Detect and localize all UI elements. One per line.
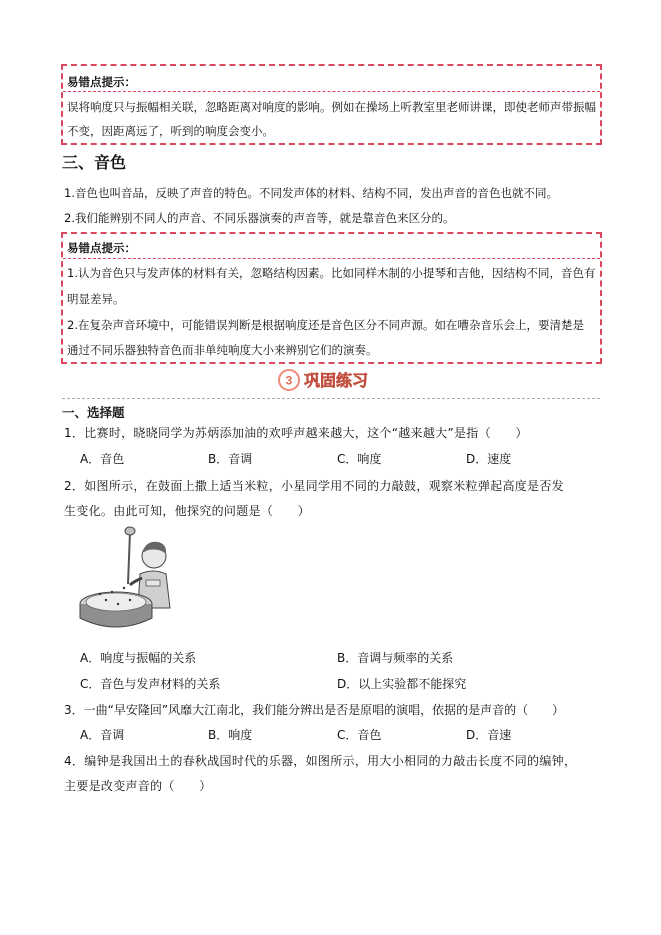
section-line-2: 2.我们能辨别不同人的声音、不同乐器演奏的声音等，就是靠音色来区分的。 <box>64 211 455 225</box>
tip-box-1-line-2: 不变，因距离远了，听到的响度会变小。 <box>67 124 274 138</box>
tip-box-2-line-4: 通过不同乐器独特音色而非单纯响度大小来辨别它们的演奏。 <box>67 343 378 357</box>
banner-title: 巩固练习 <box>304 371 369 390</box>
question-2-option-b[interactable]: B．音调与频率的关系 <box>337 651 454 665</box>
tip-box-2-line-2: 明显差异。 <box>67 292 125 306</box>
question-1-option-d[interactable]: D．速度 <box>466 452 512 466</box>
question-2-option-c[interactable]: C．音色与发声材料的关系 <box>80 677 221 691</box>
question-1-option-a[interactable]: A．音色 <box>80 452 125 466</box>
tip-box-2-title: 易错点提示： <box>67 241 136 255</box>
question-1-option-c[interactable]: C．响度 <box>337 452 382 466</box>
section-line-1: 1.音色也叫音品，反映了声音的特色。不同发声体的材料、结构不同，发出声音的音色也就不同。 <box>64 186 558 200</box>
question-2-line-1: 2．如图所示，在鼓面上撒上适当米粒，小星同学用不同的力敲鼓，观察米粒弹起高度是否发 <box>64 479 564 493</box>
question-4-line-1: 4．编钟是我国出土的春秋战国时代的乐器，如图所示，用大小相同的力敲击长度不同的编钟， <box>64 754 577 768</box>
question-3-option-c[interactable]: C．音色 <box>337 728 382 742</box>
banner-number: 3 <box>285 373 293 388</box>
question-2-option-a[interactable]: A．响度与振幅的关系 <box>80 651 197 665</box>
question-4-line-2: 主要是改变声音的（ ） <box>64 779 212 793</box>
tip-box-2-line-3: 2.在复杂声音环境中，可能错误判断是根据响度还是音色区分不同声源。如在嘈杂音乐会上，要清楚是 <box>67 318 584 332</box>
banner-underline <box>62 398 600 399</box>
tip-box-1-line-1: 误将响度只与振幅相关联，忽略距离对响度的影响。例如在操场上听教室里老师讲课，即使老师声带振幅 <box>67 100 596 114</box>
tip-box-2-divider <box>63 258 600 259</box>
tip-box-1-title: 易错点提示： <box>67 75 136 89</box>
exercise-section-title: 一、选择题 <box>62 405 125 420</box>
section-heading: 三、音色 <box>62 153 127 172</box>
question-2-line-2: 生变化。由此可知，他探究的问题是（ ） <box>64 504 311 518</box>
question-1-option-b[interactable]: B．音调 <box>208 452 253 466</box>
tip-box-2-line-1: 1.认为音色只与发声体的材料有关，忽略结构因素。比如同样木制的小提琴和吉他，因结构不同，音色有 <box>67 266 596 280</box>
drum-illustration <box>78 522 178 634</box>
tip-box-1-divider <box>63 91 600 92</box>
question-2-option-d[interactable]: D．以上实验都不能探究 <box>337 677 467 691</box>
drum-experiment-image <box>78 522 178 634</box>
practice-banner <box>276 367 388 393</box>
banner-graphic <box>276 367 388 393</box>
tip-box-1 <box>61 64 602 145</box>
question-3-option-b[interactable]: B．响度 <box>208 728 253 742</box>
question-3-option-a[interactable]: A．音调 <box>80 728 125 742</box>
question-3-option-d[interactable]: D．音速 <box>466 728 512 742</box>
question-3-line-1: 3．一曲“早安隆回”风靡大江南北，我们能分辨出是否是原唱的演唱，依据的是声音的（ ） <box>64 703 565 717</box>
question-1-line-1: 1．比赛时，晓晓同学为苏炳添加油的欢呼声越来越大，这个“越来越大”是指（ ） <box>64 426 528 440</box>
tip-box-2 <box>61 232 602 364</box>
